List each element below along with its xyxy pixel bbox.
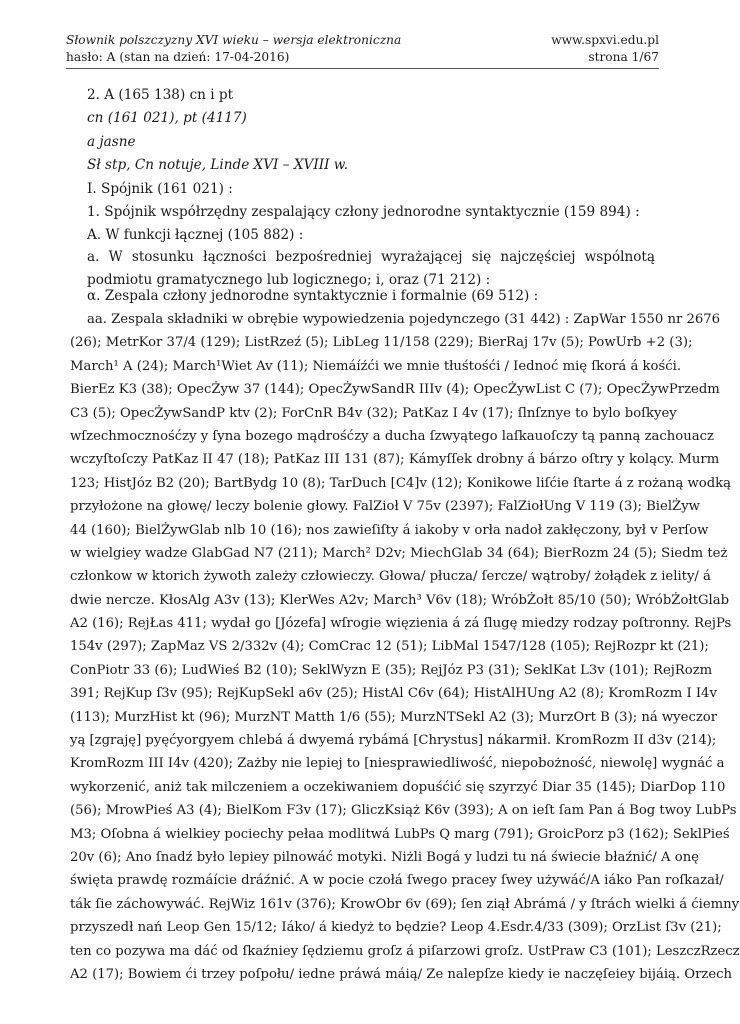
- aa-line: święta prawdę rozmáície dráźnić. A w pocie czołá ſwego pracey ſwey używáć/A iáko Pan roſkazał/: [70, 873, 724, 889]
- aa-line: przyszedł nań Leop Gen 15/12; Iáko/ á kiedyż to będzie? Leop 4.Esdr.4/33 (309); OrzList ſ3v (21);: [70, 920, 722, 936]
- aa-line: C3 (5); OpecŻywSandP ktv (2); ForCnR B4v (32); PatKaz I 4v (17); ſlnſznye to bylo boſkyey: [70, 405, 677, 421]
- header-row-2: [66, 49, 659, 66]
- subsection-alpha: α. Zespala człony jednorodne syntaktycznie i formalnie (69 512) :: [87, 288, 539, 304]
- aa-line: BierEz K3 (38); OpecŻyw 37 (144); OpecŻywSandR IIIv (4); OpecŻywList C (7); OpecŻywPrzedm: [70, 382, 720, 398]
- aa-line: ten co pozywa ma dáć od ſkaźniey ſędziemu groſz á piſarzowi groſz. UstPraw C3 (101); LeszczRzecz: [70, 943, 740, 959]
- aa-line: w wielgiey wadze GlabGad N7 (211); March² D2v; MiechGlab 34 (64); BierRozm 24 (5); Siedm też: [70, 545, 728, 561]
- page-header: [66, 32, 659, 69]
- aa-line: KromRozm III I4v (420); Zażby nie lepiej to [niesprawiedliwość, niepobożność, niewolę] wygnáć a: [70, 756, 725, 772]
- aa-line: 44 (160); BielŻywGlab nlb 10 (16); nos zawieſiſty á iakoby v orła nadoł zakłęczony, był v Perſow: [70, 522, 709, 538]
- aa-line: przyłożone na głowę/ leczy bolenie głowy. FalZioł V 75v (2397); FalZiołUng V 119 (3); BielŻyw: [70, 499, 700, 515]
- section-a: A. W funkcji łącznej (105 882) :: [87, 227, 304, 244]
- aa-line: 154v (297); ZapMaz VS 2/332v (4); ComCrac 12 (51); LibMal 1547/128 (105); RejRozpr kt (21);: [70, 639, 709, 655]
- aa-line: dwie nercze. KłosAlg A3v (13); KlerWes A2v; March³ V6v (18); WróbŻołt 85/10 (50); WróbŻołtGlab: [70, 592, 730, 608]
- aa-line: M3; Oſobna á wielkiey pociechy pełaa modlitwá LubPs Q marg (791); GroicPorz p3 (162); SeklPieś: [70, 826, 730, 842]
- aa-line: 20v (6); Ano ſnadź było lepiey pilnowáć motyki. Niżli Bogá y ludzi tu ná świecie błaźnić/ A onę: [70, 849, 699, 865]
- aa-line: 123; HistJóz B2 (20); BartBydg 10 (8); TarDuch [C4]v (12); Konikowe liſćie ſtarte á z rożaną wodką: [70, 475, 732, 491]
- page-number: strona 1/67: [588, 50, 659, 64]
- entry-head: [87, 84, 655, 248]
- aa-line: 391; RejKup ſ3v (95); RejKupSekl a6v (25); HistAl C6v (64); HistAlHUng A2 (8); KromRozm I I4v: [70, 686, 717, 702]
- entry-pronunciation: a jasne: [87, 133, 136, 150]
- aa-line: ConPiotr 33 (6); LudWieś B2 (10); SeklWyzn E (35); RejJóz P3 (31); SeklKat L3v (101); RejRozm: [70, 662, 713, 678]
- aa-line: (26); MetrKor 37/4 (129); ListRzeź (5); LibLeg 11/158 (229); BierRaj 17v (5); PowUrb +2 (3);: [70, 335, 693, 351]
- section-i: I. Spójnik (161 021) :: [87, 180, 233, 197]
- section-1: 1. Spójnik współrzędny zespalający człony jednorodne syntaktycznie (159 894) :: [87, 203, 640, 220]
- aa-line: A2 (16); RejŁas 411; wydał go [Józefa] wſrogie więzienia á zá ſlugę miedzy rodzay poſtronny. RejPs: [70, 616, 732, 632]
- subsection-aa-block: [70, 308, 740, 986]
- aa-line: członkow w ktorich żywoth zależy człowieczy. Głowa/ płucza/ ſercze/ wątroby/ żołądek z ielity/ á: [70, 569, 711, 585]
- dictionary-title: Słownik polszczyzny XVI wieku – wersja elektroniczna: [66, 33, 402, 47]
- subsection-a-text: a. W stosunku łączności bezpośredniej wyrażającej się najczęściej wspólnotą podmiotu gramatycznego lub logicznego; i, oraz (71 212) :: [87, 249, 655, 289]
- entry-sources: Sł stp, Cn notuje, Linde XVI – XVIII w.: [87, 157, 349, 174]
- header-row-1: [66, 32, 659, 49]
- aa-line: wſzechmocznośćzy y ſyna bozego mądrośćzy a ducha ſzwyątego laſkauoſczy tą panną zachouacz: [70, 428, 714, 444]
- entry-info: hasło: A (stan na dzień: 17-04-2016): [66, 50, 290, 64]
- aa-line: yą [zgraję] pyęćyorgyem chlebá á dwyemá rybámá [Chrystus] nákarmił. KromRozm II d3v (214);: [70, 733, 717, 749]
- aa-line: wczyſtoſczy PatKaz II 47 (18); PatKaz III 131 (87); Kámyſſek drobny á bárzo oſtry y kolący. Murm: [70, 452, 720, 468]
- aa-line: ták ſie záchowywáć. RejWiz 161v (376); KrowObr 6v (69); ſen ziął Abrámá / y ſtrách wielki á ćiemny: [70, 896, 740, 912]
- entry-heading: 2. A (165 138) cn i pt: [87, 87, 234, 103]
- aa-line: (56); MrowPieś A3 (4); BielKom F3v (17); GliczKsiąż K6v (393); A on ieſt ſam Pan á Bog twoy LubPs: [70, 803, 737, 819]
- entry-counts: cn (161 021), pt (4117): [87, 110, 247, 127]
- aa-line: March¹ A (24); March¹Wiet Av (11); Niemáíźći we mnie tłuśtośći / Iednoć mię ſkorá á kośći.: [70, 358, 682, 374]
- aa-line: A2 (17); Bowiem ći trzey poſpołu/ iedne práwá máią/ Ze nalepſze kiedy ie naczęſeiey bijáią. Orzech: [70, 966, 733, 982]
- site-url[interactable]: www.spxvi.edu.pl: [551, 33, 659, 47]
- subsection-alpha-block: [87, 285, 655, 308]
- aa-line: (113); MurzHist kt (96); MurzNT Matth 1/6 (55); MurzNTSekl A2 (3); MurzOrt B (3); ná wyeczor: [70, 709, 718, 725]
- aa-line: wykorzenić, aniż tak milczeniem a oczekiwaniem dopuśćić się szyrzyć Diar 35 (145); DiarDop 110: [70, 779, 726, 795]
- aa-line: aa. Zespala składniki w obrębie wypowiedzenia pojedynczego (31 442) : ZapWar 1550 nr 2676: [87, 312, 721, 327]
